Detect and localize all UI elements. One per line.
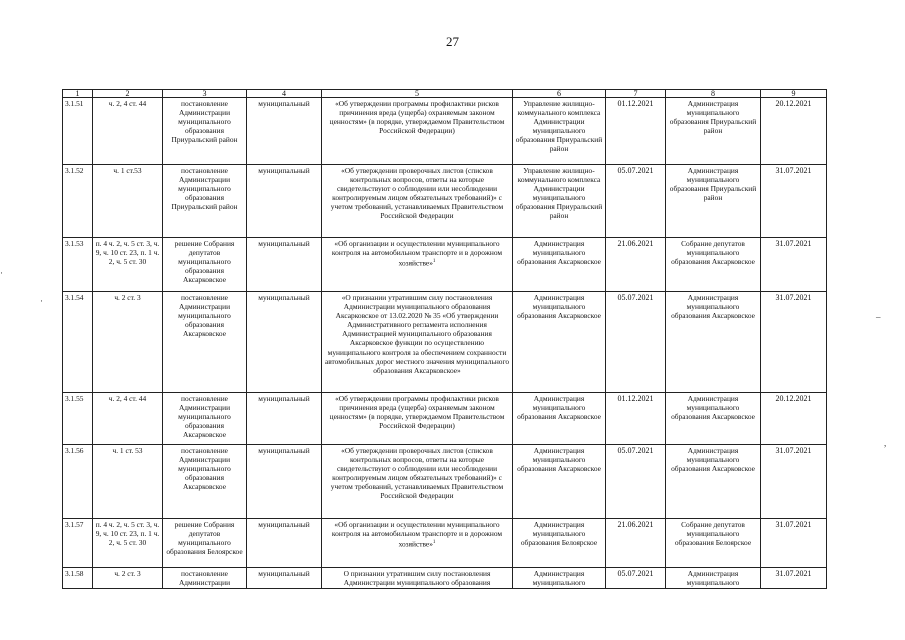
adoption-deadline: 20.12.2021	[761, 393, 827, 445]
act-type: постановление Администрации муниципального образования Аксарковское	[163, 292, 247, 393]
column-number: 5	[322, 90, 513, 98]
adoption-deadline: 31.07.2021	[761, 568, 827, 589]
draft-date: 21.06.2021	[606, 238, 666, 292]
footnote-mark: 1	[432, 540, 436, 546]
draft-date: 01.12.2021	[606, 393, 666, 445]
adopting-body: Администрация муниципального образования Аксарковское	[666, 292, 761, 393]
draft-date: 05.07.2021	[606, 445, 666, 519]
page-number: 27	[446, 34, 459, 49]
table-row	[63, 292, 827, 393]
act-title-text: «Об организации и осуществлении муниципального контроля на автомобильном транспорте и в дорожном хозяйстве»	[331, 520, 503, 549]
column-number: 9	[761, 90, 827, 98]
level: муниципальный	[247, 292, 322, 393]
act-type: постановление Администрации муниципального образования Приуральский район	[163, 98, 247, 165]
legal-basis: ч. 2, 4 ст. 44	[93, 393, 163, 445]
act-title	[322, 238, 513, 292]
act-type: постановление Администрации муниципального образования Приуральский район	[163, 165, 247, 238]
row-number: 3.1.54	[63, 292, 93, 393]
plan-table	[62, 89, 827, 589]
responsible-developer: Администрация муниципального образования Аксарковское	[513, 292, 606, 393]
legal-basis: ч. 2 ст. 3	[93, 568, 163, 589]
table-row	[63, 519, 827, 568]
draft-date: 05.07.2021	[606, 568, 666, 589]
level: муниципальный	[247, 519, 322, 568]
act-type: постановление Администрации муниципального образования Аксарковское	[163, 393, 247, 445]
draft-date: 21.06.2021	[606, 519, 666, 568]
act-title: «Об утверждении программы профилактики рисков причинения вреда (ущерба) охраняемым законом ценностям» (в порядке, утверждаемом Правительством Российской Федерации)	[322, 393, 513, 445]
table-row	[63, 568, 827, 589]
table-row	[63, 238, 827, 292]
column-number: 6	[513, 90, 606, 98]
act-title: «Об утверждении программы профилактики рисков причинения вреда (ущерба) охраняемым законом ценностям» (в порядке, утверждаемом Правительством Российской Федерации)	[322, 98, 513, 165]
responsible-developer: Администрация муниципального образования Белоярское	[513, 519, 606, 568]
act-type: постановление Администрации муниципального образования Аксарковское	[163, 445, 247, 519]
column-number: 2	[93, 90, 163, 98]
adoption-deadline: 31.07.2021	[761, 165, 827, 238]
adopting-body: Собрание депутатов муниципального образования Аксарковское	[666, 238, 761, 292]
row-number: 3.1.51	[63, 98, 93, 165]
act-title-text: «Об организации и осуществлении муниципального контроля на автомобильном транспорте и в дорожном хозяйстве»	[331, 239, 503, 268]
row-number: 3.1.52	[63, 165, 93, 238]
column-number: 3	[163, 90, 247, 98]
scan-speck: ·	[40, 296, 43, 306]
row-number: 3.1.53	[63, 238, 93, 292]
row-number: 3.1.58	[63, 568, 93, 589]
column-number: 8	[666, 90, 761, 98]
responsible-developer: Управление жилищно-коммунального комплекса Администрации муниципального образования Приуральский район	[513, 98, 606, 165]
adoption-deadline: 31.07.2021	[761, 292, 827, 393]
scan-speck: ·	[0, 268, 3, 278]
column-number: 7	[606, 90, 666, 98]
column-number-row	[63, 90, 827, 98]
legal-basis: ч. 1 ст.53	[93, 165, 163, 238]
level: муниципальный	[247, 98, 322, 165]
responsible-developer: Администрация муниципального образования Аксарковское	[513, 445, 606, 519]
legal-basis: п. 4 ч. 2, ч. 5 ст. 3, ч. 9, ч. 10 ст. 23, п. 1 ч. 2, ч. 5 ст. 30	[93, 238, 163, 292]
act-type: решение Собрания депутатов муниципального образования Белоярское	[163, 519, 247, 568]
draft-date: 05.07.2021	[606, 292, 666, 393]
adoption-deadline: 31.07.2021	[761, 519, 827, 568]
responsible-developer: Администрация муниципального образования Аксарковское	[513, 393, 606, 445]
adopting-body: Администрация муниципального	[666, 568, 761, 589]
level: муниципальный	[247, 393, 322, 445]
adoption-deadline: 31.07.2021	[761, 238, 827, 292]
level: муниципальный	[247, 165, 322, 238]
legal-basis: ч. 2 ст. 3	[93, 292, 163, 393]
table-row	[63, 165, 827, 238]
legal-basis: п. 4 ч. 2, ч. 5 ст. 3, ч. 9, ч. 10 ст. 23, п. 1 ч. 2, ч. 5 ст. 30	[93, 519, 163, 568]
act-title: «Об утверждении проверочных листов (списков контрольных вопросов, ответы на которые свидетельствуют о соблюдении или несоблюдении контролируемым лицом обязательных требований)» с учетом требований, устанавливаемых Правительством Российской Федерации	[322, 165, 513, 238]
adopting-body: Собрание депутатов муниципального образования Белоярское	[666, 519, 761, 568]
table-row	[63, 98, 827, 165]
table-row	[63, 393, 827, 445]
legal-basis: ч. 1 ст. 53	[93, 445, 163, 519]
act-title: О признании утратившим силу постановления Администрации муниципального образования	[322, 568, 513, 589]
responsible-developer: Управление жилищно-коммунального комплекса Администрации муниципального образования Приуральский район	[513, 165, 606, 238]
legal-basis: ч. 2, 4 ст. 44	[93, 98, 163, 165]
footnote-mark: 1	[432, 259, 436, 265]
adopting-body: Администрация муниципального образования Аксарковское	[666, 393, 761, 445]
level: муниципальный	[247, 238, 322, 292]
level: муниципальный	[247, 445, 322, 519]
adopting-body: Администрация муниципального образования Аксарковское	[666, 445, 761, 519]
scan-speck: –	[876, 312, 881, 322]
column-number: 4	[247, 90, 322, 98]
act-title	[322, 519, 513, 568]
scan-speck: ,	[884, 438, 887, 448]
adoption-deadline: 20.12.2021	[761, 98, 827, 165]
act-title: «Об утверждении проверочных листов (списков контрольных вопросов, ответы на которые свидетельствуют о соблюдении или несоблюдении контролируемым лицом обязательных требований)» с учетом требований, устанавливаемых Правительством Российской Федерации	[322, 445, 513, 519]
row-number: 3.1.56	[63, 445, 93, 519]
level: муниципальный	[247, 568, 322, 589]
row-number: 3.1.55	[63, 393, 93, 445]
draft-date: 05.07.2021	[606, 165, 666, 238]
draft-date: 01.12.2021	[606, 98, 666, 165]
adoption-deadline: 31.07.2021	[761, 445, 827, 519]
column-number: 1	[63, 90, 93, 98]
act-type: решение Собрания депутатов муниципального образования Аксарковское	[163, 238, 247, 292]
act-type: постановление Администрации	[163, 568, 247, 589]
act-title: «О признании утратившим силу постановления Администрации муниципального образования Аксарковское от 13.02.2020 № 35 «Об утверждении Административного регламента исполнения Администрацией муниципального образования Аксарковское функции по осуществлению муниципального контроля за обеспечением сохранности автомобильных дорог местного значения муниципального образования Аксарковское»	[322, 292, 513, 393]
adopting-body: Администрация муниципального образования Приуральский район	[666, 165, 761, 238]
responsible-developer: Администрация муниципального образования Аксарковское	[513, 238, 606, 292]
row-number: 3.1.57	[63, 519, 93, 568]
table-row	[63, 445, 827, 519]
adopting-body: Администрация муниципального образования Приуральский район	[666, 98, 761, 165]
responsible-developer: Администрация муниципального	[513, 568, 606, 589]
